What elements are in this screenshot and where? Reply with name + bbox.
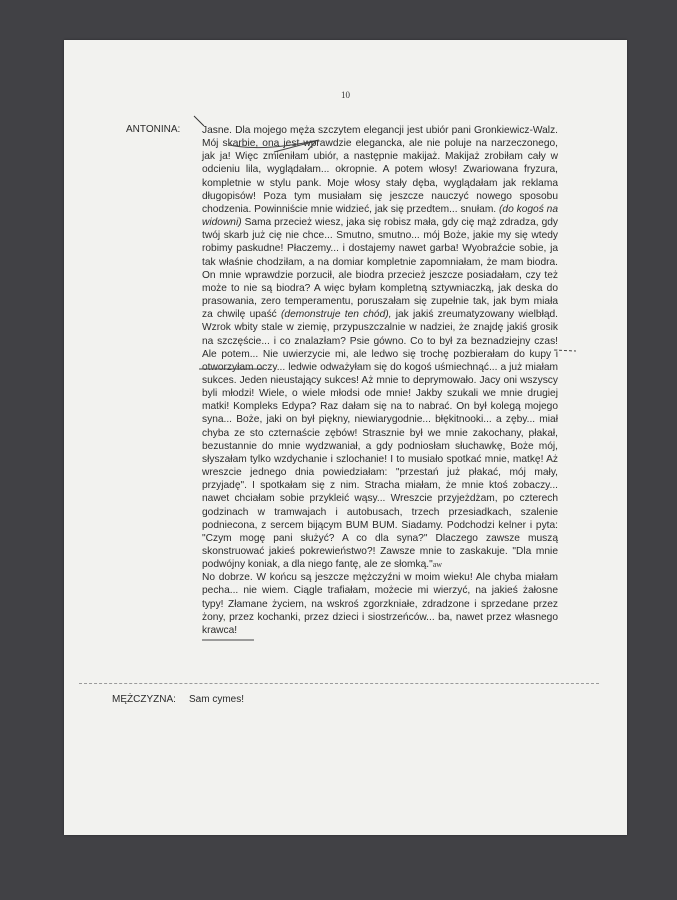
monologue-part-2: No dobrze. W końcu są jeszcze mężczyźni w moim wieku! Ale chyba miałam pecha... nie wiem. Ciągle trafiałam, możecie mi wierzyć, na jakieś żałosne typy! Złamane życiem, na wskroś zgorzkniałe, zdradzone i sprzedane przez żony, przez kochanki, przez dzieci i siostrzeńców... ba, nawet przez własnego krawca! bbox=[202, 572, 558, 636]
section-divider bbox=[79, 683, 599, 684]
stage-direction-1: (do kogoś na widowni) bbox=[202, 203, 558, 229]
script-page bbox=[64, 40, 627, 835]
speaker-antonina: ANTONINA: bbox=[126, 124, 181, 135]
speaker-mezczyzna: MĘŻCZYZNA: bbox=[112, 694, 176, 705]
mezczyzna-line: Sam cymes! bbox=[189, 694, 245, 705]
monologue-part-1: Jasne. Dla mojego męża szczytem elegancji jest ubiór pani Gronkiewicz-Walz. Mój skarbie, ona jest wprawdzie elegancka, ale nie poluje na narzeczonego, jak ja! Więc zmieniłam ubiór, a następnie makijaż. Makijaż zrobiłam cały w odcieniu lila, wyglądałam... okropnie. A potem włosy! Zwariowana fryzura, kompletnie w stylu pank. Moje włosy stały dęba, wyglądałam jak reklama długopisów! Poza tym musiałam się jeszcze nauczyć nowego sposobu chodzenia. Powinniście mnie widzieć, jak się przedtem... snułam. (do kogoś na widowni) Sama przecież wiesz, jaka się robisz mała, gdy cię mąż zdradza, gdy twój skarb już cię nie chce... Smutno, smutno... mój Boże, jakie my się wtedy robimy paskudne! Płaczemy... i dostajemy nawet garba! Wyobraźcie sobie, ja tak właśnie chodziłam, a na domiar kompletnie zapomniałam, że mam biodra. On mnie wprawdzie porzucił, ale biodra przecież jeszcze posiadałam, czy też może to nie są biodra? A więc byłam kompletną sztywniaczką, jak deska do prasowania, zero temperamentu, poruszałam się zupełnie tak, jak bym miała za chwilę upaść (demonstruje ten chód), jak jakiś zreumatyzowany wielbłąd. Wzrok wbity stale w ziemię, przypuszczalnie w nadziei, że znajdę jakiś grosik na szczęście... i co znalazłam? Psie gówno. Co to był za beznadziejny czas! Ale potem... Nie uwierzycie mi, ale ledwo się trochę pozbierałam do kupy i otworzyłam oczy... ledwie odważyłam się do kogoś uśmiechnąć... a już miałam sukces. Jeden nieustający sukces! Aż mnie to deprymowało. Jacy oni wszyscy byli młodzi! Wiele, o wiele młodsi ode mnie! Jakby szukali we mnie drugiej matki! Kompleks Edypa? Raz dałam się na to nabrać. On był kolegą mojego syna... Boże, jaki on był piękny, niewiarygodnie... błękitnooki... a zęby... miał chyba ze sto czternaście zębów! Strasznie był we mnie zakochany, płakał, bezustannie do mnie wydzwaniał, a gdy podniosłam słuchawkę, Boże mój, słyszałam tylko wzdychanie i szlochanie! I to musiało spotkać mnie, matkę! Aż wreszcie jednego dnia powiedziałam: "przestań już płakać, mój mały, przyjadę". I spotkałam się z nim. Stracha miałam, że mnie ktoś zobaczy... nawet chciałam sobie przykleić wąsy... Wreszcie przyjeżdżam, po czterech godzinach w tramwajach i autobusach, trzech przesiadkach, szalenie podniecona, z sercem bijącym BUM BUM. Siadamy. Podchodzi kelner i pyta: "Czym mogę pani służyć? A co dla syna?" Dlaczego zawsze muszą skonstruować jakieś pokrewieństwo?! Zawsze mnie to zaskakuje. "Dla mnie podwójny koniak, a dla niego fantę, ale ze słomką."aw bbox=[202, 125, 558, 571]
handwritten-mark: aw bbox=[432, 560, 443, 570]
stage-direction-2: (demonstruje ten chód), bbox=[281, 309, 392, 321]
pen-annotations bbox=[64, 40, 627, 835]
page-number: 10 bbox=[341, 90, 350, 100]
